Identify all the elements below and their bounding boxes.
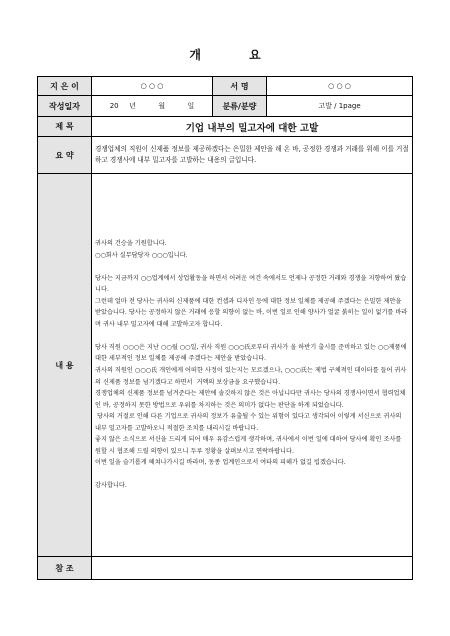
content-paragraph: 감사합니다. [95,482,127,490]
content-paragraph: ○○회사 실무담당자 ○○○입니다. [95,251,188,259]
date-year-unit: 년 [129,102,136,110]
content-paragraph: 그런데 얼마 전 당사는 귀사의 신제품에 대한 컨셉과 디자인 등에 대한 정보 일체를 제공해 주겠다는 은밀한 제안을 받았습니다. 당사는 공정하지 않은 거래에 응할 의향이 없는 바, 이번 일로 인해 양사가 얼굴 붉히는 일이 없기를 바라며 귀사 내부 밀고자에 대해 고발하고자 합니다. [95,297,408,328]
content-paragraph: 귀사의 건승을 기원합니다. [95,239,167,247]
reference-value [92,557,413,580]
reference-label: 참 조 [38,557,92,580]
content-paragraph: 이번 일을 슬기롭게 헤쳐나가시길 바라며, 동종 업계인으로서 여타의 피해가 없길 빕겠습니다. [95,459,346,467]
category-label: 분류/분량 [213,96,267,117]
date-day-unit: 일 [187,102,195,110]
content-paragraph: 당사 직원 ○○○은 지난 ○○월 ○○일, 귀사 직원 ○○○氏로부터 귀사가 올 하반기 출시를 준비하고 있는 ○○제품에 대한 세부적인 정보 일체를 제공해 주겠다는 제안을 받았습니다. [95,343,409,363]
content-paragraph: 귀사의 직원인 ○○○氏 개인에게 어떠한 사정이 있는지는 모르겠으나, ○○○氏는 제법 구체적인 데이터를 들어 귀사의 신제품 정보를 넘기겠다고 하면서 거액의 보상금을 요구했습니다. [95,367,407,386]
summary-label: 요 약 [38,137,92,174]
date-row [38,96,413,117]
content-paragraph [95,261,409,273]
content-paragraph: 당사는 지금까지 ○○업계에서 상업활동을 하면서 어려운 여건 속에서도 언제나 공정한 거래와 경쟁을 지향하여 왔습니다. [95,274,407,294]
content-paragraph [95,469,409,481]
date-label: 작성일자 [38,96,92,117]
content-paragraph: 당사의 거절로 인해 다른 기업으로 귀사의 정보가 유출될 수 있는 위험이 있다고 생각되어 이렇게 서신으로 귀사의 내부 밀고자를 고발하오니 적절한 조치를 내리시길 바랍니다. [95,413,404,432]
subject-row [38,117,413,137]
signature-label: 서 명 [213,77,267,96]
author-row [38,77,413,96]
content-paragraph: 좋지 않은 소식으로 서신을 드리게 되어 매우 유감스럽게 생각하며, 귀사에서 이번 일에 대하여 당사에 확인 조사를 원할 시 협조해 드릴 의향이 있으니 두루 정황을 살펴보시고 연락바랍니다. [95,436,404,455]
content-paragraph [95,330,409,342]
subject-label: 제 목 [38,117,92,137]
date-value [92,96,213,117]
content-paragraph: 경쟁업체의 신제품 정보를 넘겨준다는 제안에 솔깃하지 않은 것은 아닙니다만 귀사는 당사의 경쟁사이면서 협력업체인 바, 공정하지 못한 방법으로 우위를 차지하는 것은 의미가 없다는 판단을 하게 되었습니다. [95,390,406,409]
reference-row [38,557,413,580]
subject-value: 기업 내부의 밀고자에 대한 고발 [92,117,413,137]
category-value: 고발 / 1page [267,96,413,117]
date-month-unit: 월 [158,102,166,110]
summary-row [38,137,413,174]
date-year: 20 [109,102,119,110]
page-title: 개 요 [189,48,283,62]
content-body [92,174,413,557]
signature-value: ○ ○ ○ [267,77,413,96]
content-row [38,174,413,557]
content-label: 내 용 [38,174,92,557]
summary-text: 경쟁업체의 직원이 신제품 정보를 제공하겠다는 은밀한 제안을 해 온 바, 공정한 경쟁과 거래를 위해 이를 거절하고 경쟁사에 내부 밀고자를 고발하는 내용의 글입니다. [92,137,413,174]
author-label: 지 은 이 [38,77,92,96]
summary-form-table [37,76,413,580]
author-value: ○ ○ ○ [92,77,213,96]
